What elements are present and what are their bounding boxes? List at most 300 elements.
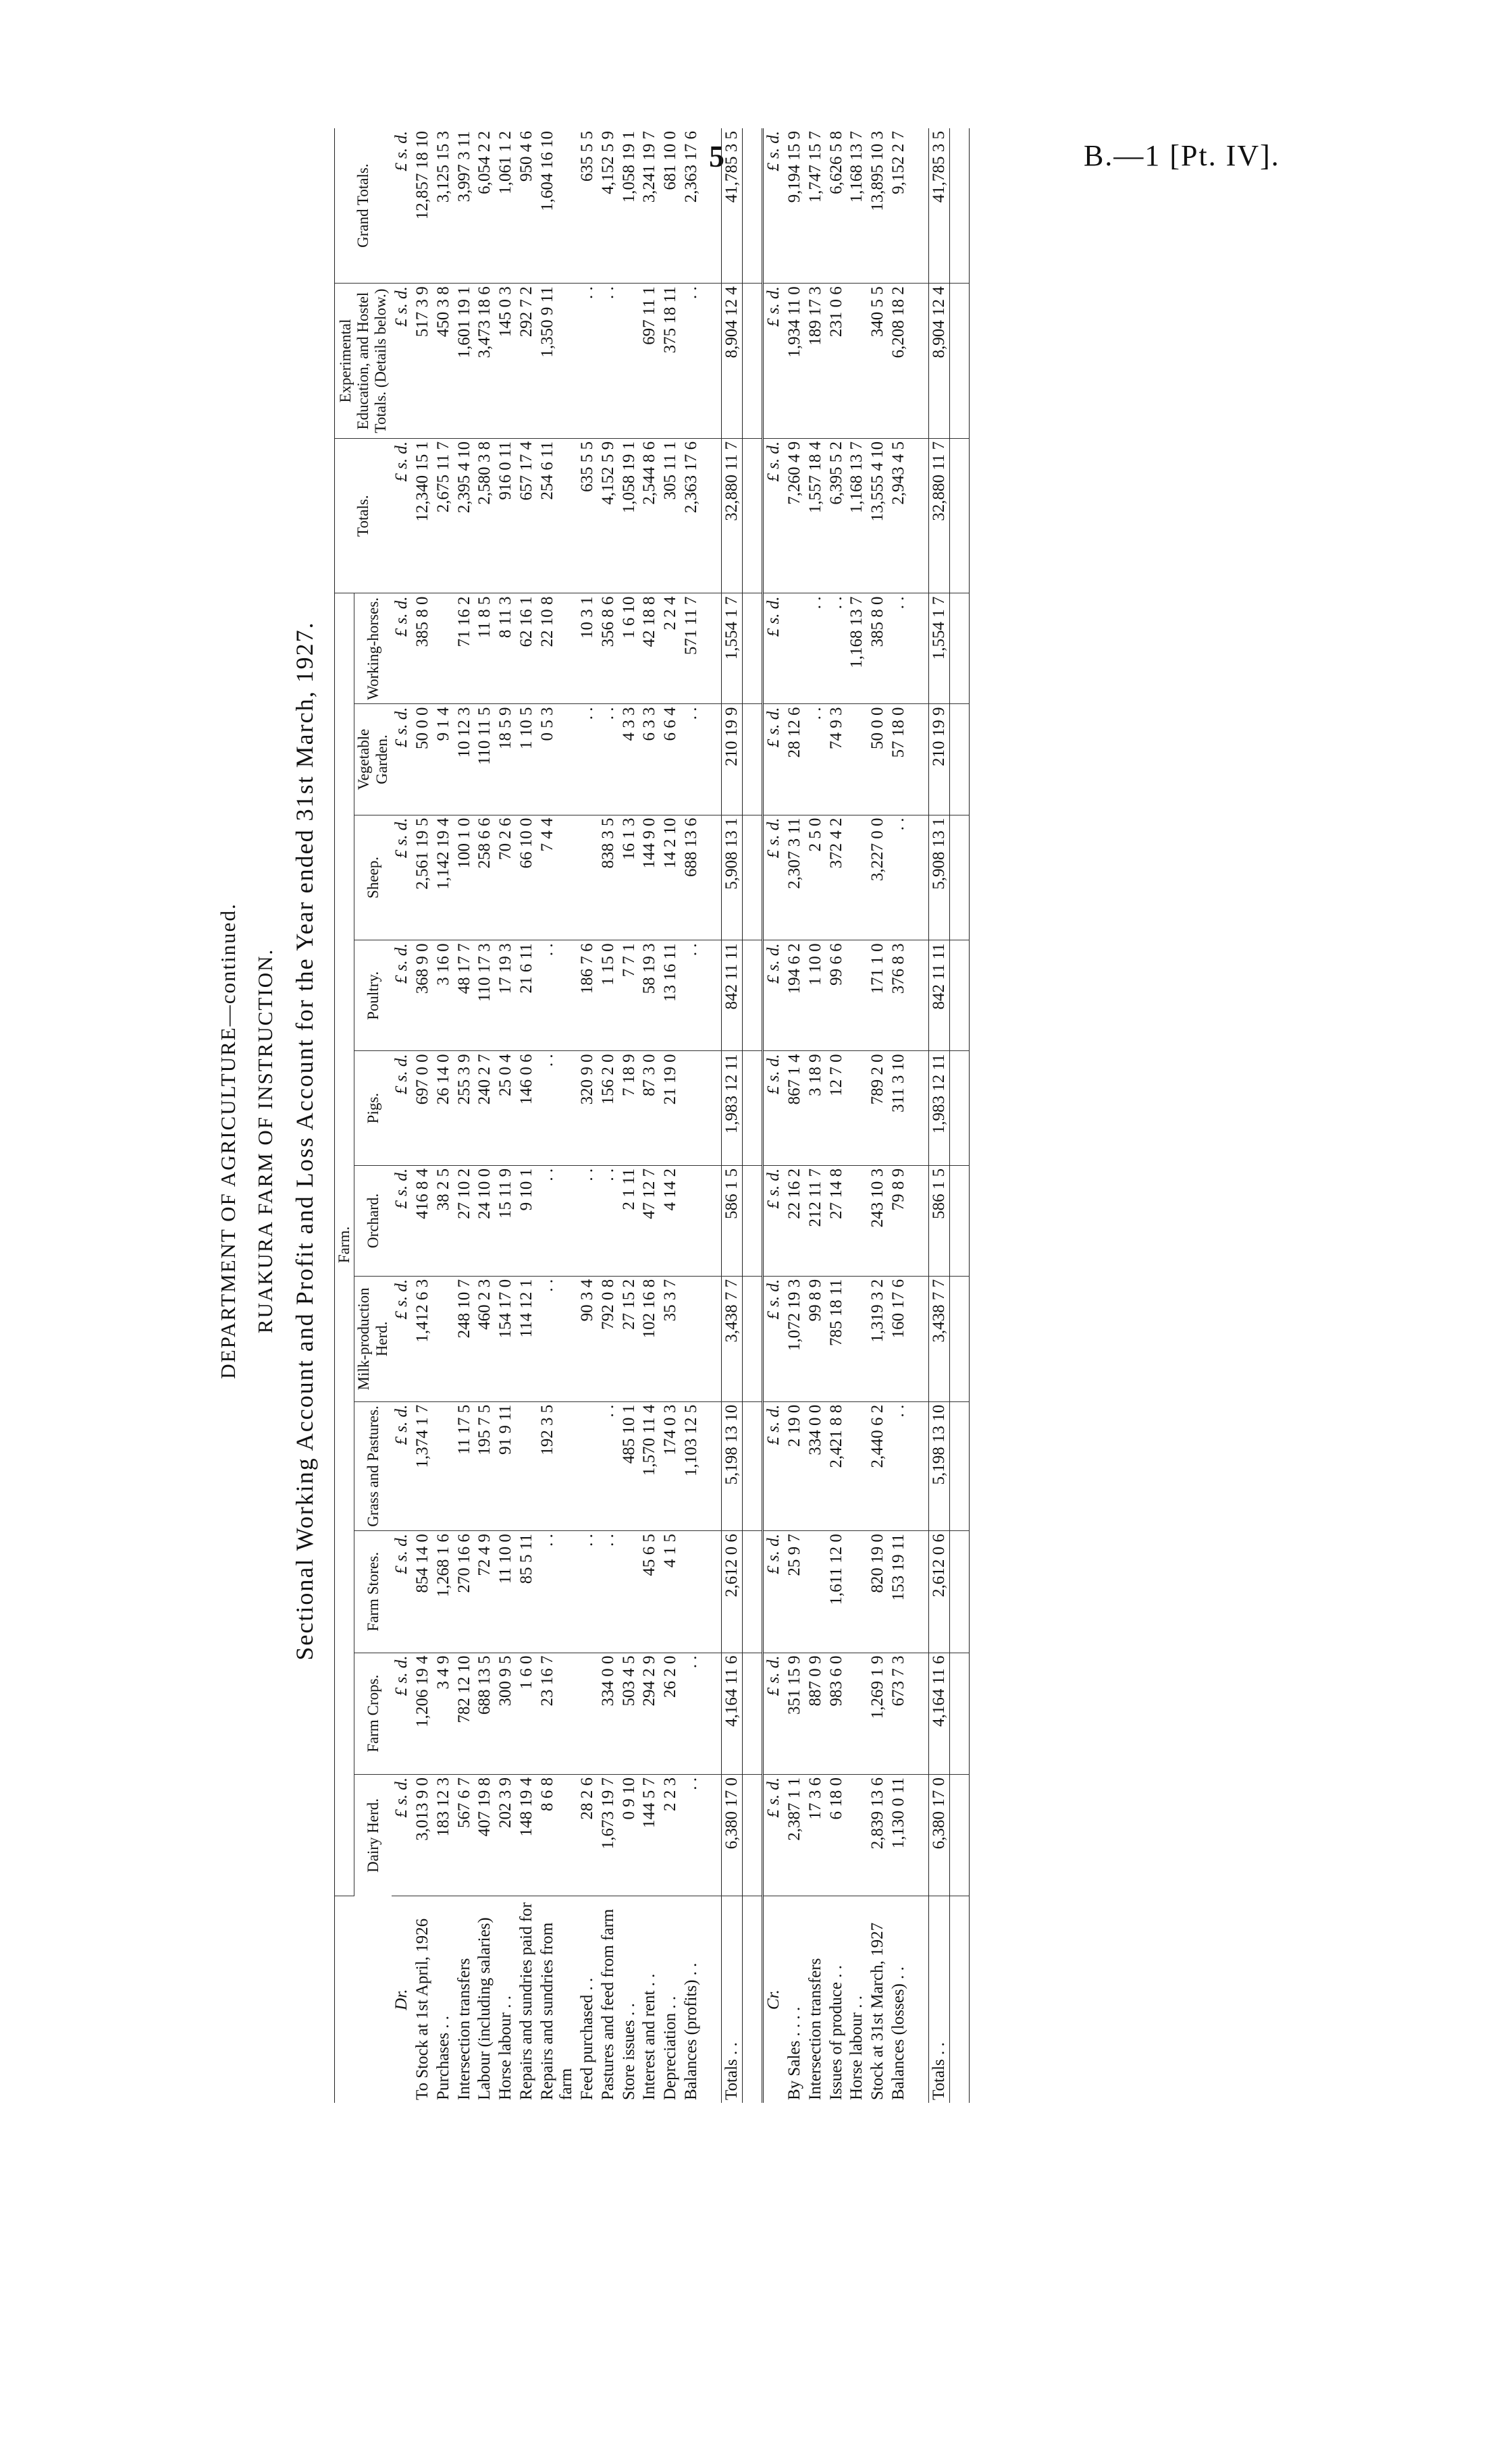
table-row xyxy=(475,128,496,2103)
amount-cell: . . xyxy=(537,1165,578,1276)
amount-cell: 9 10 1 xyxy=(517,1165,537,1276)
amount-cell: 79 8 9 xyxy=(889,1165,909,1276)
currency-unit-label: £ s. d. xyxy=(763,438,785,593)
table-row xyxy=(826,128,847,2103)
amount-cell: 1,673 19 7 xyxy=(598,1774,619,1896)
amount-cell: 16 1 3 xyxy=(619,815,640,940)
spacer-cell xyxy=(909,1051,929,1165)
amount-cell: 1,412 6 3 xyxy=(413,1276,433,1401)
currency-unit-label: £ s. d. xyxy=(763,1653,785,1774)
currency-unit-label: £ s. d. xyxy=(392,1051,413,1165)
amount-cell xyxy=(847,1774,868,1896)
amount-cell: 258 6 6 xyxy=(475,815,496,940)
amount-cell: 110 11 5 xyxy=(475,704,496,815)
amount-cell: 22 10 8 xyxy=(537,593,578,704)
amount-cell xyxy=(433,1276,454,1401)
amount-cell: 25 9 7 xyxy=(785,1531,805,1653)
row-label: Intersection transfers xyxy=(454,1958,473,2100)
table-row xyxy=(847,128,868,2103)
amount-cell: 85 5 11 xyxy=(517,1531,537,1653)
amount-cell: . . xyxy=(577,1165,598,1276)
amount-cell: 2,675 11 7 xyxy=(433,438,454,593)
currency-unit-label: £ s. d. xyxy=(763,1276,785,1401)
amount-cell: 385 8 0 xyxy=(868,593,889,704)
amount-cell xyxy=(619,284,640,439)
currency-unit-label: £ s. d. xyxy=(392,1653,413,1774)
amount-cell xyxy=(619,1531,640,1653)
amount-cell: 48 17 7 xyxy=(454,940,475,1051)
amount-cell: 1,103 12 5 xyxy=(681,1401,702,1530)
amount-cell: 13,555 4 10 xyxy=(868,438,889,593)
amount-cell: 270 16 6 xyxy=(454,1531,475,1653)
spacer-cell xyxy=(702,1051,722,1165)
amount-cell: 12,340 15 1 xyxy=(413,438,433,593)
amount-cell: 2,544 8 6 xyxy=(639,438,660,593)
amount-cell: 916 0 11 xyxy=(496,438,517,593)
spacer-cell xyxy=(743,1051,763,1165)
amount-cell: 2,612 0 6 xyxy=(928,1531,950,1653)
vegetable-garden-header: Vegetable Garden. xyxy=(354,704,392,815)
row-label: Store issues . . xyxy=(619,2003,638,2100)
page-number: 5 xyxy=(709,139,724,173)
amount-cell: 2,363 17 6 xyxy=(681,438,702,593)
amount-cell: 41,785 3 5 xyxy=(721,128,743,284)
spacer-cell xyxy=(950,815,970,940)
amount-cell: 292 7 2 xyxy=(517,284,537,439)
amount-cell: 194 6 2 xyxy=(785,940,805,1051)
amount-cell: 6 3 3 xyxy=(639,704,660,815)
amount-cell: 854 14 0 xyxy=(413,1531,433,1653)
amount-cell: 5,908 13 1 xyxy=(928,815,950,940)
amount-cell: 9,152 2 7 xyxy=(889,128,909,284)
amount-cell: 240 2 7 xyxy=(475,1051,496,1165)
debit-section xyxy=(392,128,763,2103)
section-heading-row xyxy=(763,128,785,2103)
amount-cell: . . xyxy=(889,593,909,704)
amount-cell: 14 2 10 xyxy=(660,815,681,940)
table-row xyxy=(889,128,909,2103)
table-row xyxy=(577,128,598,2103)
amount-cell: 192 3 5 xyxy=(537,1401,578,1530)
spacer-cell xyxy=(702,128,722,284)
currency-unit-label: £ s. d. xyxy=(392,1165,413,1276)
currency-unit-label: £ s. d. xyxy=(763,1051,785,1165)
spacer-cell xyxy=(702,815,722,940)
amount-cell: 231 0 6 xyxy=(826,284,847,439)
spacer-cell xyxy=(909,1276,929,1401)
spacer-cell xyxy=(950,128,970,284)
farm-stores-header: Farm Stores. xyxy=(354,1531,392,1653)
row-label: Repairs and sundries paid for xyxy=(517,1902,535,2100)
rotated-account-table xyxy=(216,61,1263,2221)
currency-unit-label: £ s. d. xyxy=(763,1401,785,1530)
amount-cell: 160 17 6 xyxy=(889,1276,909,1401)
spacer-cell xyxy=(950,1531,970,1653)
spacer-cell xyxy=(702,1165,722,1276)
amount-cell: 1,058 19 1 xyxy=(619,128,640,284)
amount-cell: . . xyxy=(681,1653,702,1774)
amount-cell: 28 12 6 xyxy=(785,704,805,815)
sheep-header: Sheep. xyxy=(354,815,392,940)
amount-cell: . . xyxy=(598,704,619,815)
amount-cell: 697 11 1 xyxy=(639,284,660,439)
amount-cell: 28 2 6 xyxy=(577,1774,598,1896)
amount-cell: 6,054 2 2 xyxy=(475,128,496,284)
amount-cell: 66 10 0 xyxy=(517,815,537,940)
amount-cell: 6,208 18 2 xyxy=(889,284,909,439)
row-label: Horse labour . . xyxy=(847,1996,866,2100)
table-row xyxy=(454,128,475,2103)
amount-cell: 2,421 8 8 xyxy=(826,1401,847,1530)
amount-cell: 8,904 12 4 xyxy=(928,284,950,439)
amount-cell: 32,880 11 7 xyxy=(721,438,743,593)
table-row xyxy=(868,128,889,2103)
amount-cell: 7 18 9 xyxy=(619,1051,640,1165)
table-row xyxy=(413,128,433,2103)
amount-cell: 91 9 11 xyxy=(496,1401,517,1530)
row-label: Stock at 31st March, 1927 xyxy=(868,1922,887,2100)
farm-group-header: Farm. xyxy=(335,593,354,1896)
amount-cell: 87 3 0 xyxy=(639,1051,660,1165)
amount-cell: 3,241 19 7 xyxy=(639,128,660,284)
amount-cell: 72 4 9 xyxy=(475,1531,496,1653)
amount-cell: 1,934 11 0 xyxy=(785,284,805,439)
amount-cell: 3,227 0 0 xyxy=(868,815,889,940)
amount-cell: 23 16 7 xyxy=(537,1653,578,1774)
poultry-header: Poultry. xyxy=(354,940,392,1051)
amount-cell: 27 15 2 xyxy=(619,1276,640,1401)
amount-cell: 688 13 5 xyxy=(475,1653,496,1774)
amount-cell: 62 16 1 xyxy=(517,593,537,704)
amount-cell: 6,395 5 2 xyxy=(826,438,847,593)
grass-pastures-header: Grass and Pastures. xyxy=(354,1401,392,1530)
amount-cell xyxy=(681,1165,702,1276)
page-reference: B.—1 [Pt. IV]. xyxy=(1084,139,1280,172)
amount-cell: 9 1 4 xyxy=(433,704,454,815)
amount-cell: 102 16 8 xyxy=(639,1276,660,1401)
amount-cell: 2,363 17 6 xyxy=(681,128,702,284)
amount-cell: 6 6 4 xyxy=(660,704,681,815)
milk-production-header: Milk-production Herd. xyxy=(354,1276,392,1401)
currency-unit-label: £ s. d. xyxy=(392,704,413,815)
amount-cell: 485 10 1 xyxy=(619,1401,640,1530)
amount-cell: 26 14 0 xyxy=(433,1051,454,1165)
amount-cell: 2,839 13 6 xyxy=(868,1774,889,1896)
amount-cell: 8 11 3 xyxy=(496,593,517,704)
amount-cell: 460 2 3 xyxy=(475,1276,496,1401)
spacer-cell xyxy=(909,128,929,284)
currency-unit-label: £ s. d. xyxy=(392,815,413,940)
amount-cell: 18 5 9 xyxy=(496,704,517,815)
spacer-cell xyxy=(743,1401,763,1530)
table-row xyxy=(805,128,826,2103)
amount-cell: 6,626 5 8 xyxy=(826,128,847,284)
amount-cell: 189 17 3 xyxy=(805,284,826,439)
amount-cell: 1,072 19 3 xyxy=(785,1276,805,1401)
spacer-cell xyxy=(743,940,763,1051)
spacer-cell xyxy=(702,1276,722,1401)
amount-cell: 688 13 6 xyxy=(681,815,702,940)
amount-cell: 2,307 3 11 xyxy=(785,815,805,940)
row-label: Purchases . . xyxy=(433,2016,452,2100)
amount-cell: 110 17 3 xyxy=(475,940,496,1051)
amount-cell xyxy=(847,1276,868,1401)
amount-cell: . . xyxy=(598,1401,619,1530)
amount-cell: 5,198 13 10 xyxy=(721,1401,743,1530)
amount-cell: 243 10 3 xyxy=(868,1165,889,1276)
amount-cell: 13,895 10 3 xyxy=(868,128,889,284)
amount-cell: 210 19 9 xyxy=(928,704,950,815)
amount-cell: 3 4 9 xyxy=(433,1653,454,1774)
row-label: By Sales . . . . xyxy=(785,2006,804,2100)
table-row xyxy=(537,128,578,2103)
amount-cell: 17 3 6 xyxy=(805,1774,826,1896)
amount-cell: 1,168 13 7 xyxy=(847,593,868,704)
amount-cell: 0 9 10 xyxy=(619,1774,640,1896)
amount-cell: . . xyxy=(598,1165,619,1276)
amount-cell xyxy=(681,1531,702,1653)
amount-cell: 7,260 4 9 xyxy=(785,438,805,593)
spacer-cell xyxy=(702,1401,722,1530)
spacer-cell xyxy=(909,284,929,439)
amount-cell: 586 1 5 xyxy=(721,1165,743,1276)
row-label: Balances (profits) . . xyxy=(681,1962,700,2100)
amount-cell xyxy=(847,1653,868,1774)
amount-cell: 6 18 0 xyxy=(826,1774,847,1896)
amount-cell: 11 8 5 xyxy=(475,593,496,704)
amount-cell: 1,611 12 0 xyxy=(826,1531,847,1653)
amount-cell: . . xyxy=(889,1401,909,1530)
amount-cell: . . xyxy=(598,1531,619,1653)
amount-cell: 183 12 3 xyxy=(433,1774,454,1896)
spacer-row xyxy=(950,128,970,2103)
spacer-cell xyxy=(950,438,970,593)
currency-unit-label: £ s. d. xyxy=(763,1165,785,1276)
table-row xyxy=(681,128,702,2103)
amount-cell: 294 2 9 xyxy=(639,1653,660,1774)
amount-cell: 503 4 5 xyxy=(619,1653,640,1774)
amount-cell: 1,168 13 7 xyxy=(847,128,868,284)
amount-cell: 148 19 4 xyxy=(517,1774,537,1896)
amount-cell: 8 6 8 xyxy=(537,1774,578,1896)
currency-unit-label: £ s. d. xyxy=(763,1774,785,1896)
amount-cell: 1,374 1 7 xyxy=(413,1401,433,1530)
amount-cell: 144 5 7 xyxy=(639,1774,660,1896)
amount-cell xyxy=(847,815,868,940)
amount-cell: 567 6 7 xyxy=(454,1774,475,1896)
amount-cell: 255 3 9 xyxy=(454,1051,475,1165)
amount-cell: 12 7 0 xyxy=(826,1051,847,1165)
amount-cell: 385 8 0 xyxy=(413,593,433,704)
amount-cell: 10 12 3 xyxy=(454,704,475,815)
grand-totals-header: Grand Totals. xyxy=(335,128,392,284)
amount-cell: 2 2 3 xyxy=(660,1774,681,1896)
currency-unit-label: £ s. d. xyxy=(763,1531,785,1653)
amount-cell: 11 17 5 xyxy=(454,1401,475,1530)
amount-cell: 1,350 9 11 xyxy=(537,284,578,439)
amount-cell: 4 3 3 xyxy=(619,704,640,815)
experimental-totals-header: Experimental Education, and Hostel Totals. (Details below.) xyxy=(335,284,392,439)
spacer-row xyxy=(909,128,929,2103)
amount-cell: . . xyxy=(577,704,598,815)
amount-cell: 5,198 13 10 xyxy=(928,1401,950,1530)
amount-cell: 1 10 0 xyxy=(805,940,826,1051)
currency-unit-label: £ s. d. xyxy=(392,1401,413,1530)
spacer-cell xyxy=(702,1896,722,2103)
amount-cell: 1 6 0 xyxy=(517,1653,537,1774)
amount-cell: 38 2 5 xyxy=(433,1165,454,1276)
spacer-cell xyxy=(909,1653,929,1774)
amount-cell: 416 8 4 xyxy=(413,1165,433,1276)
spacer-cell xyxy=(909,1774,929,1896)
spacer-cell xyxy=(702,1531,722,1653)
amount-cell: 41,785 3 5 xyxy=(928,128,950,284)
amount-cell: 305 11 1 xyxy=(660,438,681,593)
amount-cell: 2 2 4 xyxy=(660,593,681,704)
spacer-cell xyxy=(909,1896,929,2103)
amount-cell: 1,983 12 11 xyxy=(928,1051,950,1165)
amount-cell: 785 18 11 xyxy=(826,1276,847,1401)
currency-unit-label: £ s. d. xyxy=(392,128,413,284)
currency-unit-label: £ s. d. xyxy=(763,284,785,439)
amount-cell: 210 19 9 xyxy=(721,704,743,815)
row-label: Interest and rent . . xyxy=(640,1973,659,2100)
amount-cell: 3,997 3 11 xyxy=(454,128,475,284)
spacer-cell xyxy=(743,1653,763,1774)
spacer-cell xyxy=(950,1276,970,1401)
amount-cell: 6,380 17 0 xyxy=(721,1774,743,1896)
amount-cell: 27 10 2 xyxy=(454,1165,475,1276)
amount-cell: 24 10 0 xyxy=(475,1165,496,1276)
amount-cell: 47 12 7 xyxy=(639,1165,660,1276)
amount-cell: 153 19 11 xyxy=(889,1531,909,1653)
amount-cell: 7 4 4 xyxy=(537,815,578,940)
amount-cell: 4,152 5 9 xyxy=(598,128,619,284)
currency-unit-label: £ s. d. xyxy=(392,438,413,593)
amount-cell xyxy=(847,284,868,439)
spacer-row xyxy=(743,128,763,2103)
amount-cell: 657 17 4 xyxy=(517,438,537,593)
amount-cell: 1 10 5 xyxy=(517,704,537,815)
amount-cell: 1,130 0 11 xyxy=(889,1774,909,1896)
amount-cell: 58 19 3 xyxy=(639,940,660,1051)
amount-cell: 635 5 5 xyxy=(577,128,598,284)
amount-cell: 21 19 0 xyxy=(660,1051,681,1165)
amount-cell: . . xyxy=(577,1531,598,1653)
amount-cell: 27 14 8 xyxy=(826,1165,847,1276)
amount-cell: 1 6 10 xyxy=(619,593,640,704)
table-row xyxy=(517,128,537,2103)
spacer-cell xyxy=(702,438,722,593)
spacer-cell xyxy=(702,284,722,439)
amount-cell: 195 7 5 xyxy=(475,1401,496,1530)
amount-cell: . . xyxy=(805,704,826,815)
spacer-cell xyxy=(909,940,929,1051)
spacer-cell xyxy=(909,704,929,815)
amount-cell: 74 9 3 xyxy=(826,704,847,815)
amount-cell: 144 9 0 xyxy=(639,815,660,940)
currency-unit-label: £ s. d. xyxy=(392,1531,413,1653)
amount-cell: 340 5 5 xyxy=(868,284,889,439)
working-account-table xyxy=(334,128,970,2103)
amount-cell: 334 0 0 xyxy=(598,1653,619,1774)
amount-cell xyxy=(847,1051,868,1165)
spacer-cell xyxy=(950,1896,970,2103)
section-heading: Cr. xyxy=(763,1896,785,2103)
currency-unit-label: £ s. d. xyxy=(392,593,413,704)
spacer-cell xyxy=(950,940,970,1051)
amount-cell: 3,013 9 0 xyxy=(413,1774,433,1896)
amount-cell xyxy=(577,815,598,940)
spacer-cell xyxy=(950,1051,970,1165)
amount-cell: 21 6 11 xyxy=(517,940,537,1051)
amount-cell: 90 3 4 xyxy=(577,1276,598,1401)
row-label: Depreciation . . xyxy=(661,1996,680,2100)
amount-cell: . . xyxy=(681,1774,702,1896)
row-label: Feed purchased . . xyxy=(578,1977,597,2100)
amount-cell: . . xyxy=(681,940,702,1051)
amount-cell: 950 4 6 xyxy=(517,128,537,284)
amount-cell: 4,164 11 6 xyxy=(928,1653,950,1774)
amount-cell: 99 6 6 xyxy=(826,940,847,1051)
amount-cell: 1,604 16 10 xyxy=(537,128,578,284)
amount-cell: 867 1 4 xyxy=(785,1051,805,1165)
amount-cell xyxy=(805,1531,826,1653)
department-heading: DEPARTMENT OF AGRICULTURE—continued. xyxy=(216,903,240,1379)
amount-cell: 1,168 13 7 xyxy=(847,438,868,593)
amount-cell: 50 0 0 xyxy=(413,704,433,815)
dairy-herd-header: Dairy Herd. xyxy=(354,1774,392,1896)
amount-cell: 17 19 3 xyxy=(496,940,517,1051)
amount-cell: 356 8 6 xyxy=(598,593,619,704)
totals-header: Totals. xyxy=(335,438,392,593)
amount-cell: 1,557 18 4 xyxy=(805,438,826,593)
spacer-cell xyxy=(950,1774,970,1896)
row-label: Pastures and feed from farm xyxy=(598,1908,617,2100)
amount-cell: 782 12 10 xyxy=(454,1653,475,1774)
amount-cell xyxy=(517,1401,537,1530)
table-row xyxy=(785,128,805,2103)
amount-cell: . . xyxy=(681,284,702,439)
currency-unit-label: £ s. d. xyxy=(392,1774,413,1896)
amount-cell: 42 18 8 xyxy=(639,593,660,704)
amount-cell: 300 9 5 xyxy=(496,1653,517,1774)
amount-cell xyxy=(577,1653,598,1774)
amount-cell: . . xyxy=(681,704,702,815)
amount-cell: 351 15 9 xyxy=(785,1653,805,1774)
currency-unit-label: £ s. d. xyxy=(763,815,785,940)
spacer-cell xyxy=(702,940,722,1051)
amount-cell: 2 1 11 xyxy=(619,1165,640,1276)
amount-cell xyxy=(847,940,868,1051)
amount-cell: 11 10 0 xyxy=(496,1531,517,1653)
pigs-header: Pigs. xyxy=(354,1051,392,1165)
farm-heading: RUAKURA FARM OF INSTRUCTION. xyxy=(253,948,277,1334)
credit-section xyxy=(763,128,970,2103)
amount-cell: 320 9 0 xyxy=(577,1051,598,1165)
amount-cell: 4,164 11 6 xyxy=(721,1653,743,1774)
amount-cell: 114 12 1 xyxy=(517,1276,537,1401)
amount-cell xyxy=(785,593,805,704)
amount-cell: 368 9 0 xyxy=(413,940,433,1051)
amount-cell: 842 11 11 xyxy=(721,940,743,1051)
amount-cell: . . xyxy=(537,1531,578,1653)
spacer-cell xyxy=(743,438,763,593)
amount-cell: 10 3 1 xyxy=(577,593,598,704)
spacer-cell xyxy=(743,128,763,284)
spacer-cell xyxy=(909,1531,929,1653)
currency-unit-label: £ s. d. xyxy=(763,128,785,284)
